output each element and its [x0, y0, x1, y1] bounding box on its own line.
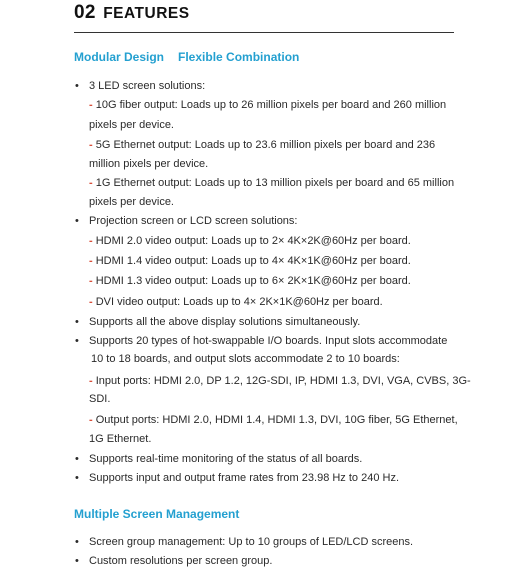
- bullet-icon: •: [75, 316, 79, 328]
- list-subitem-cont: SDI.: [89, 393, 111, 405]
- list-item: Supports 20 types of hot-swappable I/O boards. Input slots accommodate: [89, 335, 448, 347]
- heading-flexible-combination: Flexible Combination: [178, 50, 300, 64]
- list-item: 3 LED screen solutions:: [89, 80, 206, 92]
- list-subitem: - 5G Ethernet output: Loads up to 23.6 million pixels per board and 236: [89, 139, 436, 151]
- list-item: Supports real-time monitoring of the status of all boards.: [89, 453, 363, 465]
- heading-modular-design: Modular Design: [74, 50, 165, 64]
- list-subitem: - 1G Ethernet output: Loads up to 13 million pixels per board and 65 million: [89, 177, 455, 189]
- list-subitem: - Output ports: HDMI 2.0, HDMI 1.4, HDMI 1.3, DVI, 10G fiber, 5G Ethernet,: [89, 414, 458, 426]
- list-subitem-cont: million pixels per device.: [89, 158, 209, 170]
- list-subitem: - Input ports: HDMI 2.0, DP 1.2, 12G-SDI, IP, HDMI 1.3, DVI, VGA, CVBS, 3G-: [89, 375, 471, 387]
- list-subitem: - HDMI 1.3 video output: Loads up to 6× 2K×1K@60Hz per board.: [89, 275, 411, 287]
- bullet-icon: •: [75, 472, 79, 484]
- section-heading-modular: [74, 50, 299, 64]
- list-item: Custom resolutions per screen group.: [89, 555, 273, 567]
- list-subitem: - 10G fiber output: Loads up to 26 million pixels per board and 260 million: [89, 99, 447, 111]
- list-subitem: - HDMI 1.4 video output: Loads up to 4× 4K×1K@60Hz per board.: [89, 255, 411, 267]
- bullet-icon: •: [75, 555, 79, 567]
- page-title: [74, 2, 454, 32]
- list-item: Screen group management: Up to 10 groups of LED/LCD screens.: [89, 536, 414, 548]
- list-subitem-cont: 1G Ethernet.: [89, 433, 152, 445]
- list-subitem: - DVI video output: Loads up to 4× 2K×1K@60Hz per board.: [89, 296, 383, 308]
- bullet-icon: •: [75, 80, 79, 92]
- section-heading-screen-management: Multiple Screen Management: [74, 507, 240, 521]
- list-subitem-cont: pixels per device.: [89, 196, 174, 208]
- list-item: Supports input and output frame rates from 23.98 Hz to 240 Hz.: [89, 472, 400, 484]
- list-subitem: - HDMI 2.0 video output: Loads up to 2× 4K×2K@60Hz per board.: [89, 235, 411, 247]
- list-item: Projection screen or LCD screen solutions:: [89, 215, 298, 227]
- list-item-cont: 10 to 18 boards, and output slots accommodate 2 to 10 boards:: [91, 353, 400, 365]
- bullet-icon: •: [75, 453, 79, 465]
- bullet-icon: •: [75, 536, 79, 548]
- list-item: Supports all the above display solutions simultaneously.: [89, 316, 361, 328]
- title-divider: [74, 32, 454, 33]
- section-number: 02: [74, 2, 96, 23]
- bullet-icon: •: [75, 215, 79, 227]
- list-subitem-cont: pixels per device.: [89, 119, 174, 131]
- section-title: FEATURES: [103, 5, 190, 22]
- bullet-icon: •: [75, 335, 79, 347]
